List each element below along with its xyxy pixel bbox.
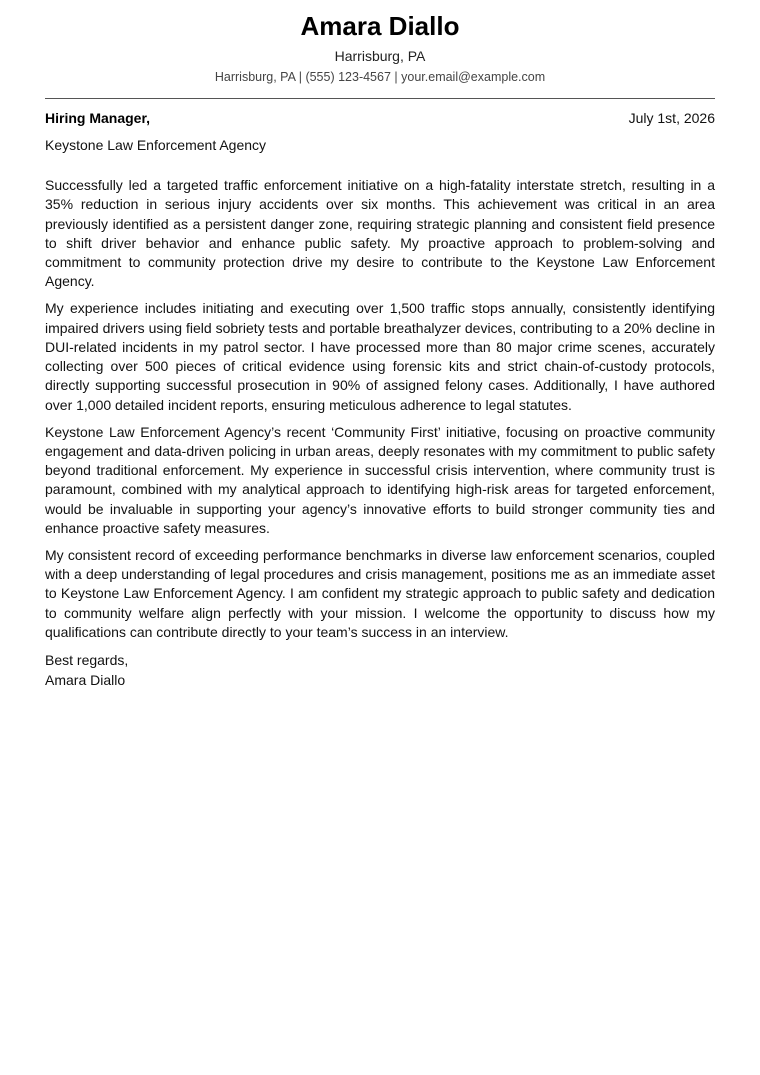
signature-name: Amara Diallo bbox=[45, 671, 126, 688]
body-paragraph: Keystone Law Enforcement Agency’s recent ‘Community First’ initiative, focusing on proactive community engagement and data-driven policing in urban areas, deeply resonates with my commitment to public safety beyond traditional enforcement. My experience in successful crisis intervention, where community trust is paramount, combined with my analytical approach to identifying high-risk areas for targeted enforcement, would be invaluable in supporting your agency’s innovative efforts to build stronger community ties and enhance proactive safety measures. bbox=[45, 423, 715, 537]
recipient-greeting: Hiring Manager, bbox=[45, 110, 151, 126]
contact-separator: | bbox=[394, 70, 398, 84]
contact-separator: | bbox=[298, 70, 302, 84]
recipient-date-row bbox=[45, 109, 715, 127]
body-paragraph: My experience includes initiating and executing over 1,500 traffic stops annually, consistently identifying impaired drivers using field sobriety tests and portable breathalyzer devices, contributing to a 20% decline in DUI-related incidents in my patrol sector. I have processed more than 80 major crime scenes, accurately collecting over 500 pieces of critical evidence using forensic kits and strict chain-of-custody protocols, directly supporting successful prosecution in 90% of assigned felony cases. Additionally, I have authored over 1,000 detailed incident reports, ensuring meticulous adherence to legal statutes. bbox=[45, 300, 715, 413]
header-divider bbox=[45, 98, 715, 99]
letter-header bbox=[45, 0, 715, 85]
contact-phone: (555) 123-4567 bbox=[305, 70, 391, 84]
letter-date: July 1st, 2026 bbox=[628, 110, 715, 126]
contact-email: your.email@example.com bbox=[401, 70, 546, 84]
applicant-name: Amara Diallo bbox=[300, 11, 460, 41]
applicant-location: Harrisburg, PA bbox=[334, 48, 426, 64]
body-paragraph: Successfully led a targeted traffic enforcement initiative on a high-fatality interstate stretch, resulting in a 35% reduction in serious injury accidents over six months. This achievement was critical in an area previously identified as a persistent danger zone, requiring strategic planning and consistent field presence to shift driver behavior and enhance public safety. My proactive approach to problem-solving and commitment to community protection drive my desire to contribute to the Keystone Law Enforcement Agency. bbox=[45, 177, 715, 290]
letter-body bbox=[45, 176, 715, 642]
company-name: Keystone Law Enforcement Agency bbox=[45, 137, 267, 153]
contact-city: Harrisburg, PA bbox=[214, 70, 296, 84]
closing-salutation: Best regards, bbox=[45, 652, 129, 669]
body-paragraph: My consistent record of exceeding performance benchmarks in diverse law enforcement scenarios, coupled with a deep understanding of legal procedures and crisis management, positions me as an immediate asset to Keystone Law Enforcement Agency. I am confident my strategic approach to public safety and dedication to community welfare align perfectly with your mission. I welcome the opportunity to discuss how my qualifications can contribute directly to your team’s success in an interview. bbox=[45, 546, 715, 641]
letter-closing bbox=[45, 651, 715, 690]
contact-line bbox=[45, 69, 715, 85]
